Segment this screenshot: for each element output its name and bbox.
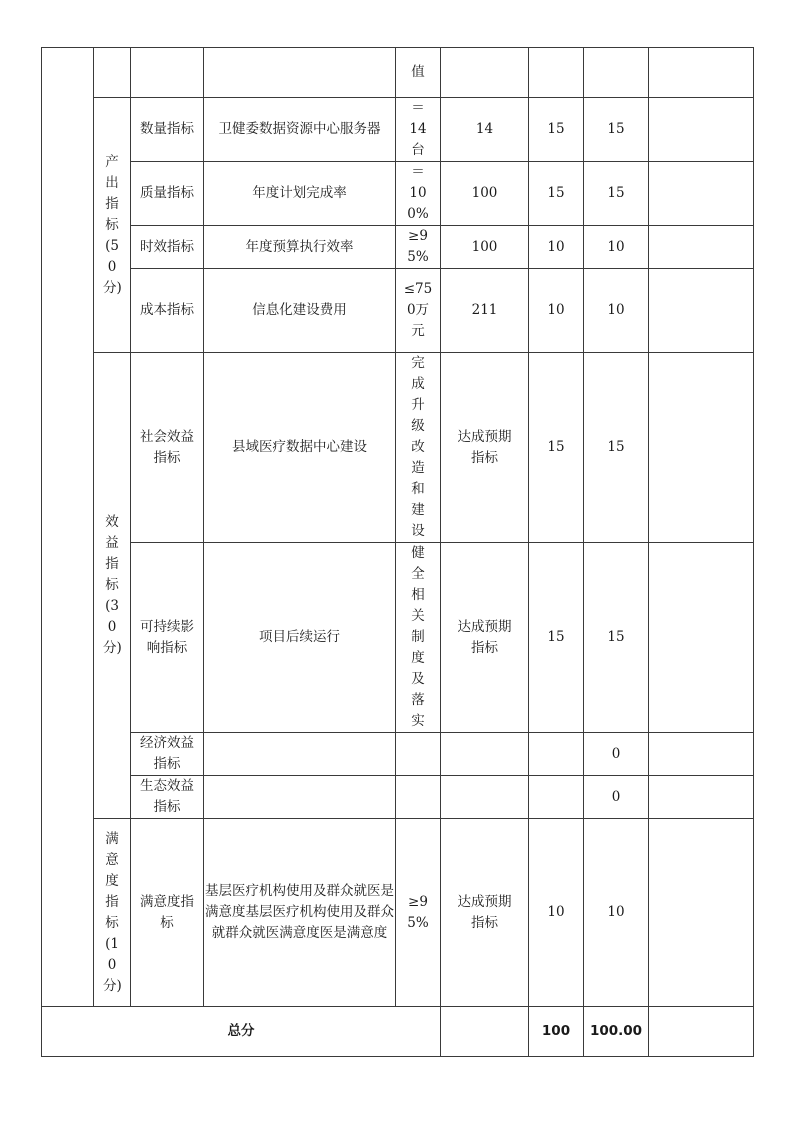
note-cell — [649, 226, 754, 269]
tertiary-indicator: 年度计划完成率 — [204, 162, 396, 226]
blank-cell — [441, 48, 529, 98]
actual-value: 达成预期指标 — [441, 353, 529, 543]
weight-value: 15 — [529, 98, 584, 162]
total-label: 总分 — [42, 1007, 441, 1057]
table-row — [42, 543, 754, 733]
target-value: ＝14台 — [396, 98, 441, 162]
note-cell — [649, 776, 754, 819]
secondary-indicator: 成本指标 — [131, 269, 204, 353]
weight-value: 15 — [529, 353, 584, 543]
actual-value: 达成预期指标 — [441, 543, 529, 733]
tertiary-indicator: 信息化建设费用 — [204, 269, 396, 353]
tertiary-indicator — [204, 776, 396, 819]
primary-indicator-blank-cell — [42, 48, 94, 1007]
performance-evaluation-table — [41, 47, 754, 1057]
satisfaction-indicators-group-label: 满意度指标(10分) — [94, 819, 131, 1007]
weight-value: 10 — [529, 226, 584, 269]
target-value: 完成升级改造和建设 — [396, 353, 441, 543]
score-value: 10 — [584, 226, 649, 269]
total-actual — [441, 1007, 529, 1057]
blank-cell — [529, 48, 584, 98]
blank-cell — [94, 48, 131, 98]
secondary-indicator: 时效指标 — [131, 226, 204, 269]
secondary-indicator: 质量指标 — [131, 162, 204, 226]
note-cell — [649, 269, 754, 353]
note-cell — [649, 353, 754, 543]
blank-cell — [131, 48, 204, 98]
continued-header-row — [42, 48, 754, 98]
benefit-indicators-group-label: 效益指标(30分) — [94, 353, 131, 819]
output-indicators-group-label: 产出指标(50分) — [94, 98, 131, 353]
score-value: 15 — [584, 162, 649, 226]
note-cell — [649, 733, 754, 776]
target-value-header-tail: 值 — [396, 48, 441, 98]
score-value: 10 — [584, 269, 649, 353]
actual-value: 100 — [441, 162, 529, 226]
table-row — [42, 162, 754, 226]
secondary-indicator: 经济效益指标 — [131, 733, 204, 776]
blank-cell — [584, 48, 649, 98]
tertiary-indicator: 卫健委数据资源中心服务器 — [204, 98, 396, 162]
target-value — [396, 776, 441, 819]
actual-value: 14 — [441, 98, 529, 162]
secondary-indicator: 可持续影响指标 — [131, 543, 204, 733]
target-value: ＝100% — [396, 162, 441, 226]
table-row — [42, 269, 754, 353]
note-cell — [649, 162, 754, 226]
blank-cell — [204, 48, 396, 98]
target-value: ≥95% — [396, 226, 441, 269]
table-row — [42, 98, 754, 162]
secondary-indicator: 社会效益指标 — [131, 353, 204, 543]
table-row — [42, 226, 754, 269]
actual-value — [441, 733, 529, 776]
tertiary-indicator: 年度预算执行效率 — [204, 226, 396, 269]
actual-value: 达成预期指标 — [441, 819, 529, 1007]
table-row — [42, 733, 754, 776]
total-note — [649, 1007, 754, 1057]
target-value: ≥95% — [396, 819, 441, 1007]
total-score: 100.00 — [584, 1007, 649, 1057]
secondary-indicator: 满意度指标 — [131, 819, 204, 1007]
score-value: 15 — [584, 353, 649, 543]
table-row — [42, 353, 754, 543]
table-row — [42, 819, 754, 1007]
table-row — [42, 776, 754, 819]
target-value: 健全相关制度及落实 — [396, 543, 441, 733]
weight-value: 10 — [529, 819, 584, 1007]
actual-value: 100 — [441, 226, 529, 269]
secondary-indicator: 生态效益指标 — [131, 776, 204, 819]
blank-cell — [649, 48, 754, 98]
target-value: ≤750万元 — [396, 269, 441, 353]
score-value: 0 — [584, 733, 649, 776]
score-value: 15 — [584, 98, 649, 162]
actual-value — [441, 776, 529, 819]
score-value: 0 — [584, 776, 649, 819]
tertiary-indicator — [204, 733, 396, 776]
score-value: 10 — [584, 819, 649, 1007]
weight-value: 15 — [529, 162, 584, 226]
weight-value — [529, 776, 584, 819]
tertiary-indicator: 县域医疗数据中心建设 — [204, 353, 396, 543]
target-value — [396, 733, 441, 776]
secondary-indicator: 数量指标 — [131, 98, 204, 162]
note-cell — [649, 98, 754, 162]
tertiary-indicator: 基层医疗机构使用及群众就医是满意度基层医疗机构使用及群众就群众就医满意度医是满意度 — [204, 819, 396, 1007]
weight-value — [529, 733, 584, 776]
total-row — [42, 1007, 754, 1057]
note-cell — [649, 543, 754, 733]
score-value: 15 — [584, 543, 649, 733]
weight-value: 15 — [529, 543, 584, 733]
note-cell — [649, 819, 754, 1007]
weight-value: 10 — [529, 269, 584, 353]
total-weight: 100 — [529, 1007, 584, 1057]
tertiary-indicator: 项目后续运行 — [204, 543, 396, 733]
actual-value: 211 — [441, 269, 529, 353]
